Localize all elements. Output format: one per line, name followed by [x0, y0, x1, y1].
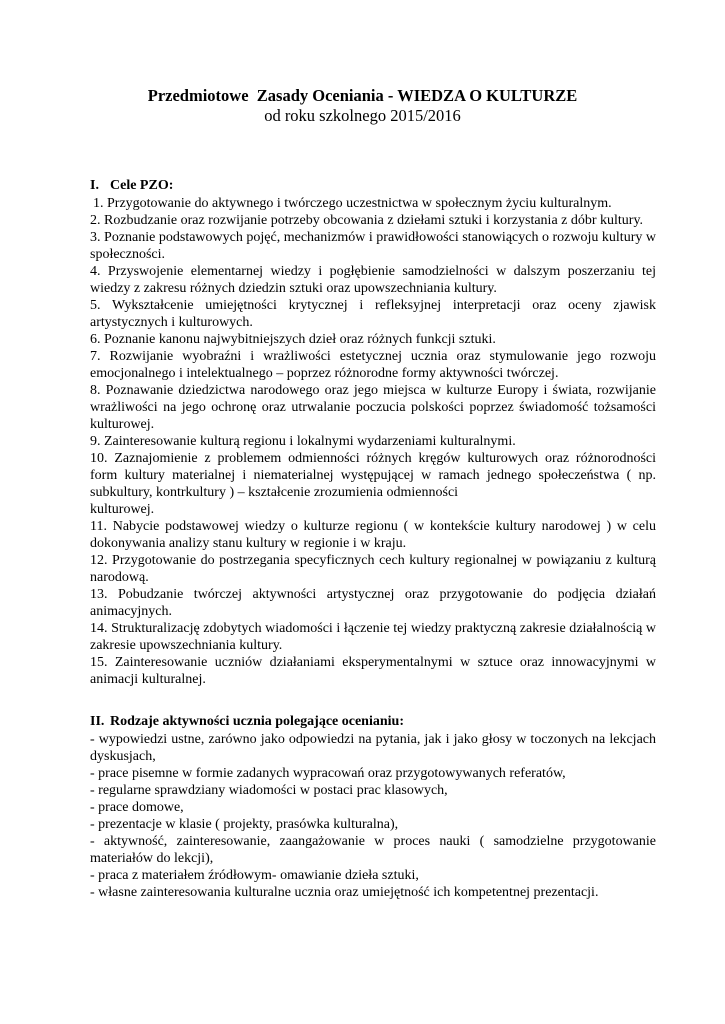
section-heading: [90, 712, 656, 731]
list-item: 11. Nabycie podstawowej wiedzy o kulturze regionu ( w kontekście kultury narodowej ) w celu dokonywania analizy stanu kultury w regionie i w kraju.: [90, 519, 656, 551]
list-item: 8. Poznawanie dziedzictwa narodowego oraz jego miejsca w kulturze Europy i świata, rozwijanie wrażliwości na jego ochronę oraz utrwalanie poczucia polskości poprzez świadomość tożsamości kulturowej.: [90, 383, 656, 432]
list-item: - praca z materiałem źródłowym- omawianie dzieła sztuki,: [90, 868, 419, 883]
list-item: - własne zainteresowania kulturalne ucznia oraz umiejętność ich kompetentnej prezentacji.: [90, 885, 599, 900]
section-cele-pzo: [90, 176, 656, 688]
list-item: 3. Poznanie podstawowych pojęć, mechanizmów i prawidłowości stanowiących o rozwoju kultury w społeczności.: [90, 230, 656, 262]
list-item: 6. Poznanie kanonu najwybitniejszych dzieł oraz różnych funkcji sztuki.: [90, 332, 496, 347]
document-subtitle: od roku szkolnego 2015/2016: [264, 106, 461, 125]
section-number: I.: [90, 178, 99, 193]
section-heading: [90, 176, 656, 195]
list-item: - regularne sprawdziany wiadomości w postaci prac klasowych,: [90, 783, 448, 798]
list-item: 2. Rozbudzanie oraz rozwijanie potrzeby obcowania z dziełami sztuki i korzystania z dóbr kultury.: [90, 213, 644, 228]
list-item: 13. Pobudzanie twórczej aktywności artystycznej oraz przygotowanie do podjęcia działań animacyjnych.: [90, 587, 656, 619]
list-item: 4. Przyswojenie elementarnej wiedzy i pogłębienie samodzielności w dalszym poszerzaniu tej wiedzy z zakresu różnych dziedzin sztuki oraz upowszechniania kultury.: [90, 264, 656, 296]
list-item: - prace pisemne w formie zadanych wypracowań oraz przygotowywanych referatów,: [90, 766, 566, 781]
list-item: 1. Przygotowanie do aktywnego i twórczego uczestnictwa w społecznym życiu kulturalnym.: [93, 196, 612, 211]
section-heading-text: Cele PZO:: [110, 178, 174, 193]
list-item: 15. Zainteresowanie uczniów działaniami eksperymentalnymi w sztuce oraz innowacyjnymi w animacji kulturalnej.: [90, 655, 656, 687]
section-rodzaje-aktywnosci: [90, 712, 656, 901]
document-title: Przedmiotowe Zasady Oceniania - WIEDZA O KULTURZE: [147, 86, 578, 105]
section-number: II.: [90, 714, 105, 729]
list-item: 9. Zainteresowanie kulturą regionu i lokalnymi wydarzeniami kulturalnymi.: [90, 434, 516, 449]
list-item: - prace domowe,: [90, 800, 184, 815]
list-item: 7. Rozwijanie wyobraźni i wrażliwości estetycznej ucznia oraz stymulowanie jego rozwoju emocjonalnego i intelektualnego – poprzez różnorodne formy aktywności twórczej.: [90, 349, 656, 381]
list-item: 5. Wykształcenie umiejętności krytycznej i refleksyjnej interpretacji oraz oceny zjawisk artystycznych i kulturowych.: [90, 298, 656, 330]
list-item: - aktywność, zainteresowanie, zaangażowanie w proces nauki ( samodzielne przygotowanie materiałów do lekcji),: [90, 834, 656, 866]
list-item: - prezentacje w klasie ( projekty, prasówka kulturalna),: [90, 817, 399, 832]
list-item: 10. Zaznajomienie z problemem odmienności różnych kręgów kulturowych oraz różnorodności form kultury materialnej i niematerialnej występującej w ramach jednego społeczeństwa ( np. subkultury, kontrkultury ) – kształcenie zrozumienia odmienności: [90, 451, 656, 500]
list-item: 12. Przygotowanie do postrzegania specyficznych cech kultury regionalnej w powiązaniu z kulturą narodową.: [90, 553, 656, 585]
section-heading-text: Rodzaje aktywności ucznia polegające ocenianiu:: [110, 714, 404, 729]
list-item: - wypowiedzi ustne, zarówno jako odpowiedzi na pytania, jak i jako głosy w toczonych na lekcjach dyskusjach,: [90, 732, 656, 764]
list-item: kulturowej.: [90, 502, 155, 517]
list-item: 14. Strukturalizację zdobytych wiadomości i łączenie tej wiedzy praktyczną zakresie działalnością w zakresie upowszechniania kultury.: [90, 621, 656, 653]
